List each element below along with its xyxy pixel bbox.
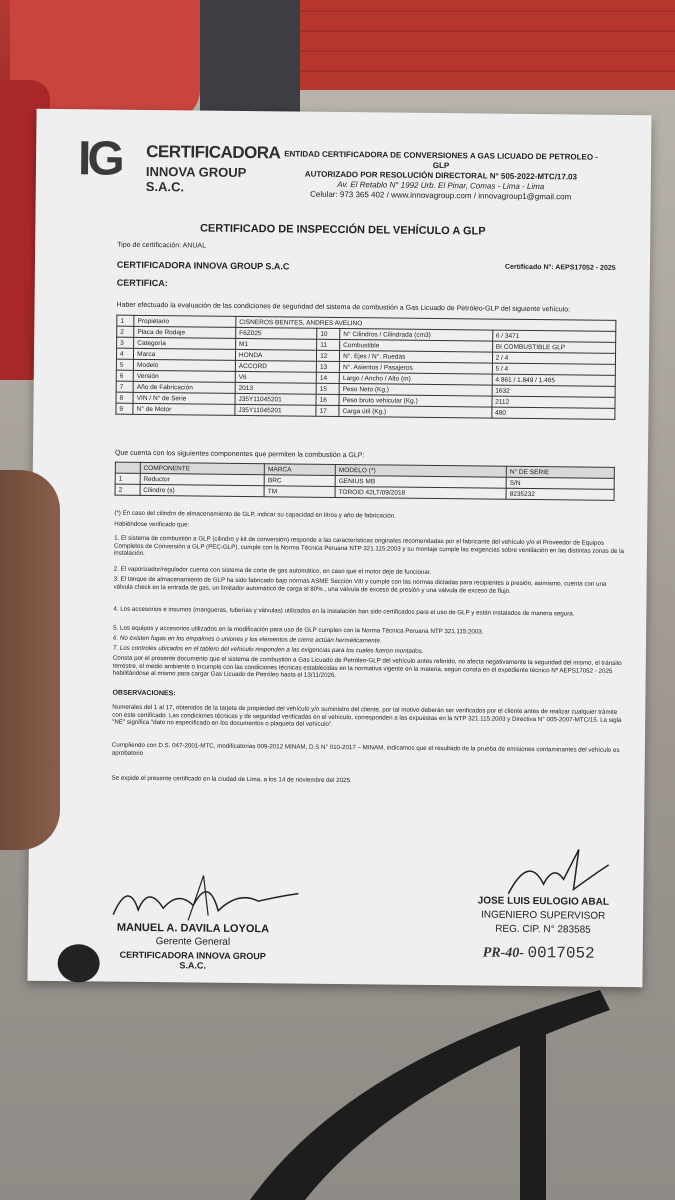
column-header: MODELO (*) [335,464,506,477]
row-number: 1 [117,315,134,326]
field-value: 1632 [492,385,615,397]
signer-left-company: CERTIFICADORA INNOVA GROUP S.A.C. [119,949,266,971]
column-header: COMPONENTE [140,462,265,474]
row-number: 7 [116,381,133,392]
holding-hand [0,470,60,850]
field-label: Placa de Rodaje [134,326,236,338]
check-3: 3. El tanque de almacenamiento de GLP ha sido fabricado bajo normas ASME Sección VIII y cumple con las normas dictadas para recipientes a presión, asimismo, cuenta con una válvula check en la entrada de gas, un limitador automático de carga al 80%., una válvula de exceso de presión y una válvula de exceso de flujo. [113,575,607,595]
field-value: 480 [492,407,615,419]
background-person-2 [200,0,300,120]
row-number: 5 [116,359,133,370]
field-label: N° de Motor [133,403,235,415]
row-number: 10 [317,328,340,339]
company-name: CERTIFICADORA INNOVA GROUP S.A.C [116,259,290,272]
component-serial: 8235232 [506,488,614,500]
field-value: M1 [235,338,316,350]
component-brand: BRC [264,475,335,487]
entity-line4: Celular: 973 365 402 / www.innovagroup.com / innovagroup1@gmail.com [310,189,572,202]
row-number: 6 [116,370,133,381]
row-number: 12 [317,350,340,361]
field-label: Categoría [134,337,236,349]
certificate-document [27,109,651,987]
field-value: 4.861 / 1.849 / 1.465 [492,374,615,386]
field-value: 2112 [492,396,615,408]
observaciones-text: Numerales del 1 al 17, obtenidos de la tarjeta de propiedad del vehículo y/o suministro del cliente, por tal motivo deberán ser verificados por el cliente antes de realizar cualquier trámite con este certificado. Las condiciones técnicas y de seguridad verificadas en el vehículo, corresponden a las expuestas en la NTP 321.115:2003 y Directiva N° 005-2007-MTC/15. La sigla "NE" significa "dato no especificado en los documentos o plaqueta del vehículo". [112,703,622,729]
entity-line3: Av. El Retablo N° 1992 Urb. El Pinar, Comas - Lima - Lima [337,179,545,192]
signer-right-name: JOSE LUIS EULOGIO ABAL [477,895,610,908]
row-number: 2 [117,326,134,337]
component-model: TOROID 42LT/09/2018 [335,486,506,499]
cert-type: Tipo de certificación: ANUAL [117,241,207,250]
field-label: N° Cilindros / Cilindrada (cm3) [340,328,493,341]
field-value: CISNEROS BENITES, ANDRES AVELINO [236,316,616,331]
field-value: BI COMBUSTIBLE GLP [492,341,615,353]
check-6: 6. No existen fugas en los empalmes o uniones y los elementos de cierre actúan herméticamente. [113,634,382,645]
row-number: 15 [316,383,339,394]
signer-right-role: INGENIERO SUPERVISOR [480,909,606,922]
entity-line1: ENTIDAD CERTIFICADORA DE CONVERSIONES A GAS LICUADO DE PETROLEO - GLP [284,149,599,171]
background-shutter [300,0,675,90]
certifica-label: CERTIFICA: [116,277,168,289]
issued-text: Se expide el presente certificado en la ciudad de Lima, a los 14 de noviembre del 2025. [111,774,352,785]
component-brand: TM [264,486,335,498]
ink-stamp [57,944,99,982]
field-value: V6 [235,371,316,383]
row-number: 3 [117,337,134,348]
observaciones-title: OBSERVACIONES: [112,689,176,698]
field-value: HONDA [235,349,316,361]
row-number: 14 [316,372,339,383]
field-label: Combustible [340,339,493,352]
form-code-prefix: PR-40- [482,945,525,961]
column-header: N° DE SERIE [506,466,614,478]
intro-text: Haber efectuado la evaluación de las condiciones de seguridad del sistema de combustión a Gas Licuado de Petróleo-GLP del siguiente vehículo: [116,301,571,314]
field-value: J35Y11045201 [235,393,316,405]
signer-left-name: MANUEL A. DAVILA LOYOLA [116,921,270,936]
field-label: Peso bruto vehicular (Kg.) [339,394,492,407]
field-label: Versión [133,370,235,382]
check-7: 7. Los controles ubicados en el tablero del vehículo responden a las exigencias para los cuales fueron montados. [112,644,424,655]
component-model: GENIUS MB [335,475,506,488]
check-2: 2. El vaporizador/regulador cuenta con sistema de corte de gas automático, en caso que el motor deje de funcionar. [113,565,432,576]
vehicle-table [115,315,616,420]
document-title: CERTIFICADO DE INSPECCIÓN DEL VEHÍCULO A GLP [199,222,486,238]
check-1: 1. El sistema de combustión a GLP (cilindro y kit de conversión) responde a las características originales recomendadas por el fabricante del vehículo y/o el Proveedor de Equipos Completos de Conversión a GLP (PEC-GLP), cumple con la Norma Técnica Peruana NTP 321.115:2003 y su montaje cumple las exigencias sobre ventilación en las distintas zonas de la instalación. [113,534,624,558]
components-table [115,462,615,501]
conclusion-text: Consta por el presente documento que el sistema de combustión a Gas Licuado de Petróleo-GLP del vehículo antes referido, no afecta negativamente la seguridad del mismo, el tránsito terrestre, el medio ambiente o incumple con las condiciones técnicas establecidas en la normativa vigente en la materia, según consta en el expediente técnico Nº AEPS17052 - 2025 habilitándose al mismo para cargar Gas Licuado de Petróleo hasta el 13/11/2026. [112,654,622,680]
component-serial: S/N [506,477,614,489]
field-value: F6Z025 [236,327,317,339]
row-number: 16 [316,394,339,405]
verified-intro: Habiéndose verificado que: [114,520,190,529]
signer-right-reg: REG. CIP. N° 283585 [495,923,591,936]
row-number: 17 [316,405,339,416]
entity-header [276,149,607,202]
components-note: (*) En caso del cilindro de almacenamiento de GLP, indicar su capacidad en litros y año de fabricación. [114,509,396,520]
entity-line2: AUTORIZADO POR RESOLUCIÓN DIRECTORAL N° 505-2022-MTC/17.03 [304,169,578,182]
field-value: J35Y11045201 [235,404,316,416]
check-4: 4. Los accesorios e insumos (mangueras, tuberías y válvulas) utilizados en la instalación han sido certificados para el uso de GLP y están instalados de manera segura. [113,605,575,618]
field-label: N°. Ejes / N°. Ruedas [340,350,493,363]
field-label: Peso Neto (Kg.) [339,383,492,396]
field-label: Año de Fabricación [133,381,235,393]
field-label: Propietario [134,315,236,327]
row-number: 8 [116,392,133,403]
column-header: MARCA [264,464,335,476]
field-label: Marca [134,348,236,360]
signer-left-role: Gerente General [155,936,231,948]
field-value: 2013 [235,382,316,394]
form-code [483,944,595,963]
components-intro: Que cuenta con los siguientes componentes que permiten la combustión a GLP: [114,449,365,460]
form-number: 0017052 [527,943,595,963]
row-number: 2 [115,484,140,495]
check-5: 5. Los equipos y accesorios utilizados en la modificación para uso de GLP cumplen con la Norma Técnica Peruana NTP 321.115:2003. [113,624,484,636]
chair [230,980,650,1200]
field-label: Modelo [134,359,236,371]
cert-number: Certificado N°: AEPS17052 - 2025 [504,263,616,272]
row-number: 13 [316,361,339,372]
field-label: VIN / N° de Serie [133,392,235,404]
component-name: Cilindro (s) [140,484,265,496]
field-label: N°. Asientos / Pasajeros [339,361,492,374]
emisiones-text: Cumpliendo con D.S. 047-2001-MTC, modificatorias 009-2012 MINAM, D.S N° 010-2017 – MINAM, indicamos que el resultado de la prueba de emisiones contaminantes del vehículo es aprobatorio [111,741,620,757]
field-value: 6 / 3471 [492,330,615,342]
company-logo [77,131,281,195]
row-number: 11 [317,339,340,350]
row-number: 1 [115,473,140,484]
logo-mark: IG [77,132,122,186]
field-value: ACCORD [235,360,316,372]
field-value: 5 / 4 [492,363,615,375]
row-number: 4 [116,348,133,359]
field-value: 2 / 4 [492,352,615,364]
logo-line1: CERTIFICADORA [146,141,281,163]
field-label: Largo / Ancho / Alto (m) [339,372,492,385]
logo-line2: INNOVA GROUP S.A.C. [145,163,247,195]
field-label: Carga útil (Kg.) [339,405,492,418]
row-number: 9 [116,403,133,414]
component-name: Reductor [140,473,265,485]
